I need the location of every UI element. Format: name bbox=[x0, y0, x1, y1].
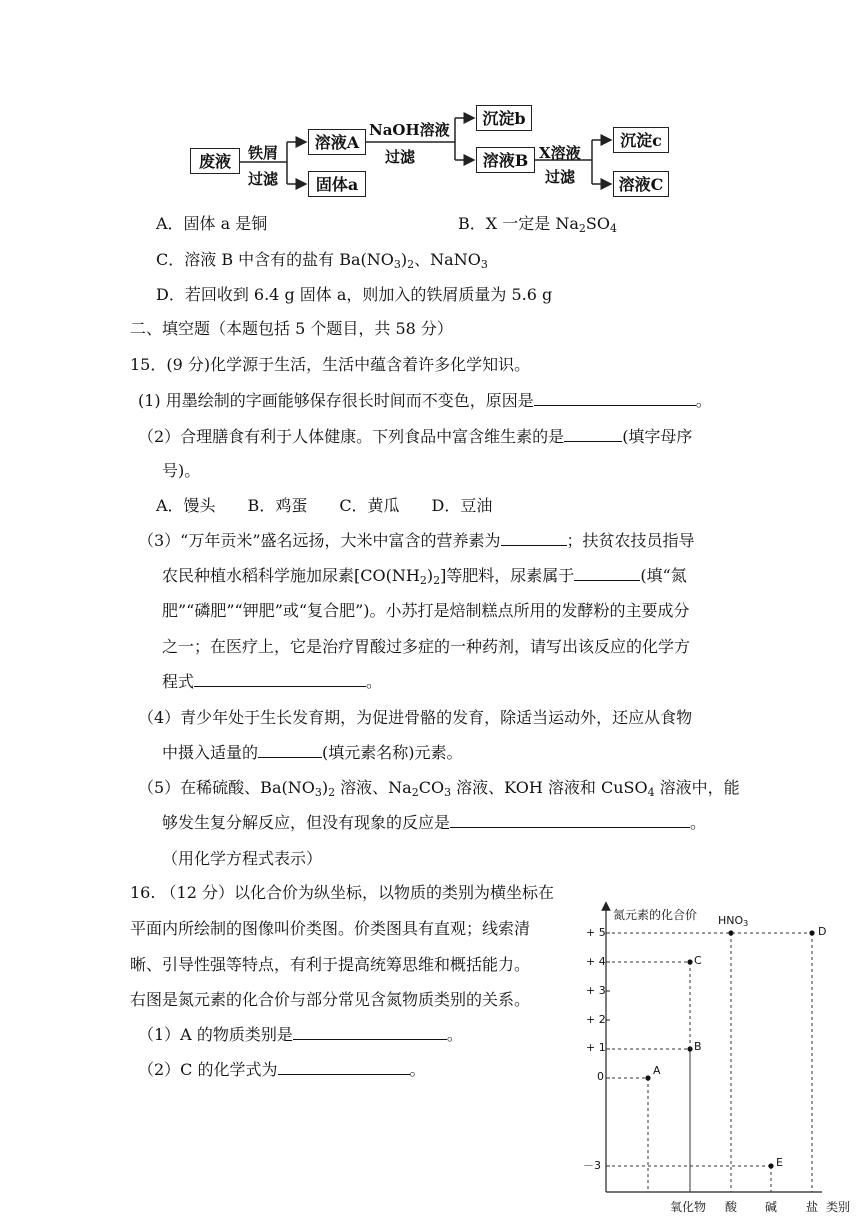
y-tick-label: + 2 bbox=[586, 1013, 606, 1026]
q15-part3-line5: 程式 。 bbox=[162, 672, 383, 691]
q15-part4: （4）青少年处于生长发育期，为促进骨骼的发育，除适当运动外，还应从食物 bbox=[138, 708, 693, 727]
y-tick-label: + 1 bbox=[586, 1041, 606, 1054]
x-axis-label: 类别 bbox=[826, 1200, 851, 1214]
x-tick-label: 盐 bbox=[806, 1200, 819, 1214]
y-tick-label: + 3 bbox=[586, 984, 606, 997]
q16-stem-line3: 晰、引导性强等特点，有利于提高统筹思维和概括能力。 bbox=[130, 955, 531, 974]
section-heading: 二、填空题（本题包括 5 个题目，共 58 分） bbox=[130, 319, 453, 338]
q15-part5-line2: 够发生复分解反应，但没有现象的反应是 。 bbox=[162, 813, 707, 832]
flow-node-solution-b: 溶液B bbox=[476, 147, 535, 173]
y-axis-label: 氮元素的化合价 bbox=[613, 908, 698, 922]
flow-label-filter-2: 过滤 bbox=[385, 148, 416, 166]
y-tick-label: 0 bbox=[597, 1070, 604, 1083]
flow-label-filter-1: 过滤 bbox=[248, 170, 279, 188]
q15-part3-line4: 之一；在医疗上，它是治疗胃酸过多症的一种药剂，请写出该反应的化学方 bbox=[162, 637, 691, 656]
q15-part1: (1) 用墨绘制的字画能够保存很长时间而不变色，原因是 。 bbox=[138, 391, 712, 410]
q14-option-d: D．若回收到 6.4 g 固体 a，则加入的铁屑质量为 5.6 g bbox=[156, 285, 553, 304]
y-tick-label: －3 bbox=[583, 1159, 601, 1172]
flow-node-solution-c: 溶液C bbox=[613, 171, 669, 197]
flow-node-solution-a: 溶液A bbox=[308, 129, 366, 155]
flow-node-waste-liquid: 废液 bbox=[190, 148, 240, 174]
q14-option-a: A．固体 a 是铜 bbox=[156, 214, 268, 233]
data-point-d bbox=[809, 930, 814, 935]
q16-stem-line4: 右图是氮元素的化合价与部分常见含氮物质类别的关系。 bbox=[130, 990, 531, 1009]
q15-part4-line2: 中摄入适量的 (填元素名称)元素。 bbox=[162, 743, 463, 762]
q16-stem-line1: 16. （12 分）以化合价为纵坐标，以物质的类别为横坐标在 bbox=[130, 883, 554, 902]
q15-part2-options: A．馒头 B．鸡蛋 C．黄瓜 D．豆油 bbox=[156, 496, 493, 515]
x-tick-label: 氧化物 bbox=[670, 1200, 707, 1214]
q15-part3-line2: 农民种植水稻科学施加尿素$[CO(NH_2)_2]$等肥料，尿素属于 (填“氮 bbox=[162, 566, 687, 587]
q15-part5-line3: （用化学方程式表示） bbox=[162, 849, 323, 868]
flow-node-precipitate-b: 沉淀b bbox=[476, 105, 532, 131]
q15-part5: （5）在稀硫酸、$Ba(NO_3)_2$ 溶液、$Na_2CO_3$ 溶液、KOH 溶液和 CuSO$_4$ 溶液中，能 bbox=[138, 778, 740, 799]
q14-option-b: B．X 一定是 $Na_2SO_4$ bbox=[458, 214, 617, 235]
q16-part2: （2）C 的化学式为 。 bbox=[138, 1060, 426, 1079]
q15-stem: 15．(9 分)化学源于生活，生活中蕴含着许多化学知识。 bbox=[130, 355, 531, 374]
q15-part2: （2）合理膳食有利于人体健康。下列食品中富含维生素的是 (填字母序 bbox=[138, 427, 693, 446]
y-tick-label: + 5 bbox=[586, 926, 606, 939]
q16-stem-line2: 平面内所绘制的图像叫价类图。价类图具有直观；线索清 bbox=[130, 919, 531, 938]
data-point-c bbox=[687, 959, 692, 964]
point-label-e: E bbox=[776, 1156, 783, 1169]
data-point-e bbox=[768, 1163, 773, 1168]
point-label-c: C bbox=[694, 954, 702, 967]
flow-label-x-solution: X溶液 bbox=[539, 144, 581, 162]
flow-label-iron: 铁屑 bbox=[248, 144, 279, 162]
q14-option-c: C．溶液 B 中含有的盐有 $Ba(NO_3)_2$、NaNO$_3$ bbox=[156, 250, 488, 271]
y-tick-label: + 4 bbox=[586, 955, 606, 968]
x-tick-label: 碱 bbox=[765, 1200, 778, 1214]
point-label-d: D bbox=[818, 925, 827, 938]
q15-part2-line2: 号)。 bbox=[162, 461, 201, 480]
q15-part3-line3: 肥”“磷肥”“钾肥”或“复合肥”)。小苏打是焙制糕点所用的发酵粉的主要成分 bbox=[162, 601, 690, 620]
flow-node-precipitate-c: 沉淀c bbox=[613, 127, 669, 153]
data-point-a bbox=[645, 1075, 650, 1080]
q16-part1: （1）A 的物质类别是 。 bbox=[138, 1025, 463, 1044]
x-tick-label: 酸 bbox=[725, 1200, 738, 1214]
flow-label-naoh: NaOH溶液 bbox=[369, 121, 450, 139]
point-label-a: A bbox=[653, 1064, 661, 1077]
flow-node-solid-a: 固体a bbox=[308, 171, 366, 197]
q15-part3: （3）“万年贡米”盛名远扬，大米中富含的营养素为 ；扶贫农技员指导 bbox=[138, 531, 695, 550]
point-label-hno3: HNO3 bbox=[718, 914, 749, 928]
flow-label-filter-3: 过滤 bbox=[545, 168, 576, 186]
point-label-b: B bbox=[694, 1040, 702, 1053]
